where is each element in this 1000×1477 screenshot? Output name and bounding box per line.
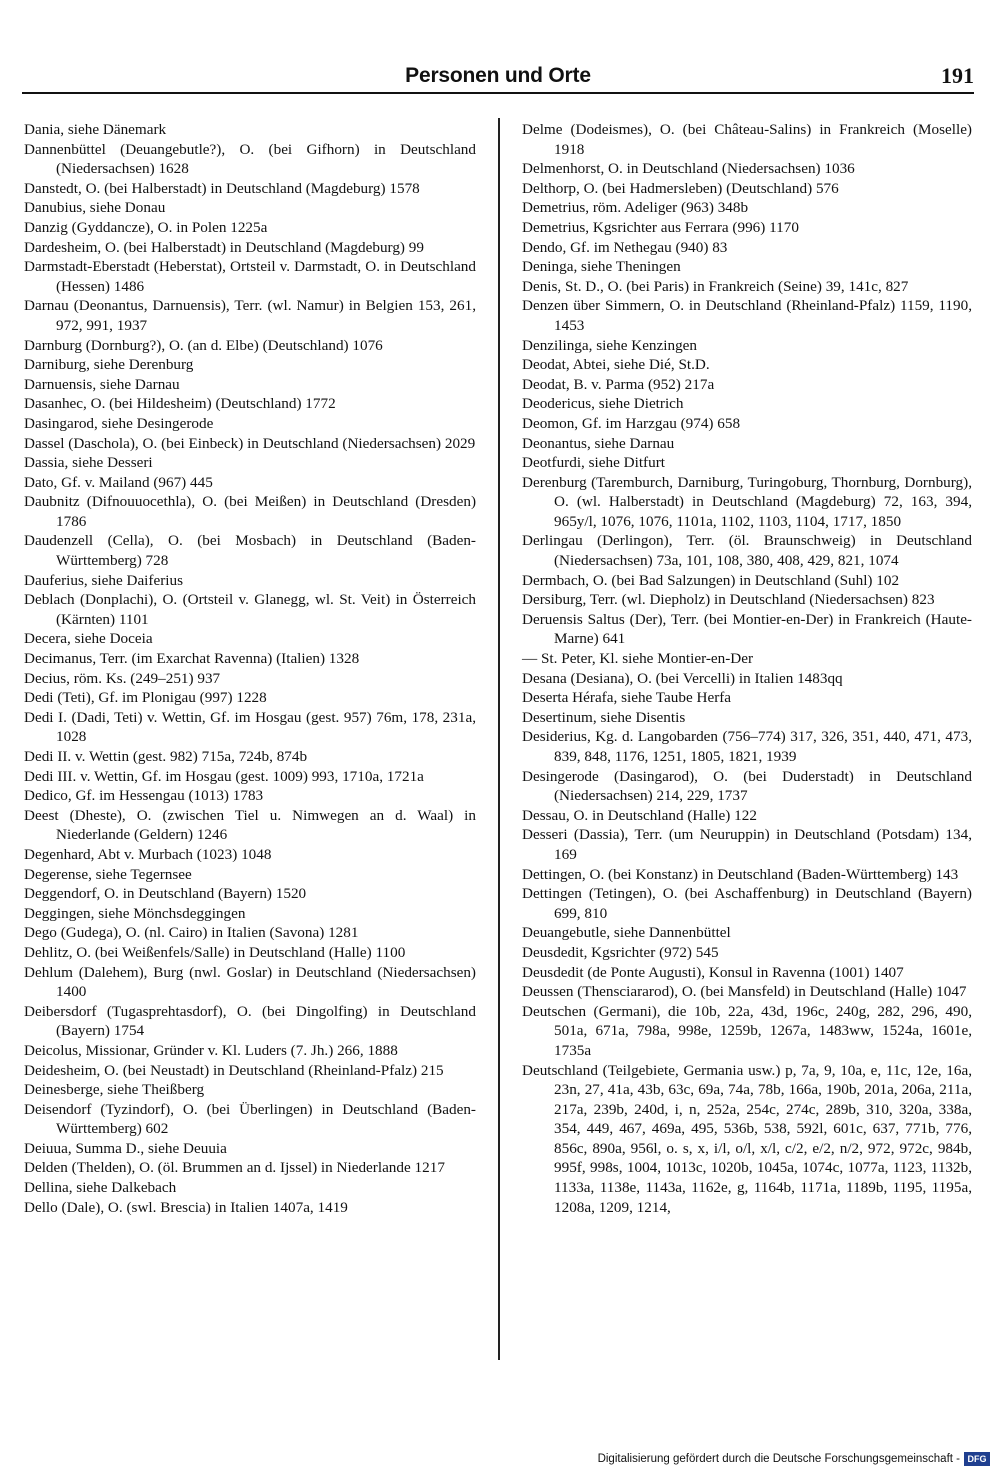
index-entry: Deinesberge, siehe Theißberg (24, 1081, 205, 1099)
index-entry: — St. Peter, Kl. siehe Montier-en-Der (522, 650, 754, 668)
index-entry: Dessau, O. in Deutschland (Halle) 122 (522, 806, 757, 824)
index-entry: Deusdedit, Kgsrichter (972) 545 (522, 943, 719, 961)
index-entry: Delme (Dodeismes), O. (bei Château-Salins) in Frankreich (Moselle) 1918 (522, 121, 972, 158)
dfg-logo: DFG (964, 1452, 990, 1466)
page-title: Personen und Orte (405, 64, 591, 87)
index-entry: Deibersdorf (Tugasprehtasdorf), O. (bei Dingolfing) in Deutschland (Bayern) 1754 (24, 1002, 476, 1040)
index-entry: Deuangebutle, siehe Dannenbüttel (522, 924, 731, 942)
index-entry: Deotfurdi, siehe Ditfurt (522, 454, 665, 472)
column-divider (498, 118, 500, 1360)
index-entry: Deicolus, Missionar, Gründer v. Kl. Luders (7. Jh.) 266, 1888 (24, 1041, 398, 1059)
index-entry: Delden (Thelden), O. (öl. Brummen an d. Ijssel) in Niederlande 1217 (24, 1159, 445, 1177)
index-entry: Dellina, siehe Dalkebach (24, 1179, 177, 1197)
index-entry: Dettingen, O. (bei Konstanz) in Deutschland (Baden-Württemberg) 143 (522, 865, 959, 883)
index-entry: Dettingen (Tetingen), O. (bei Aschaffenburg) in Deutschland (Bayern) 699, 810 (522, 885, 972, 922)
left-column (24, 120, 476, 1217)
index-entry: Delmenhorst, O. in Deutschland (Niedersachsen) 1036 (522, 160, 855, 178)
index-entry: Deodat, B. v. Parma (952) 217a (522, 375, 715, 393)
index-entry: Delthorp, O. (bei Hadmersleben) (Deutschland) 576 (522, 179, 839, 197)
index-entry: Daubnitz (Difnouuocethla), O. (bei Meißen) in Deutschland (Dresden) 1786 (24, 493, 476, 530)
index-entry: Darnuensis, siehe Darnau (24, 375, 180, 393)
running-head (22, 62, 974, 94)
index-entry: Dania, siehe Dänemark (24, 121, 167, 138)
index-entry: Deusdedit (de Ponte Augusti), Konsul in Ravenna (1001) 1407 (522, 963, 904, 981)
index-entry: Deodat, Abtei, siehe Dié, St.D. (522, 356, 710, 374)
index-entry: Dassel (Daschola), O. (bei Einbeck) in Deutschland (Niedersachsen) 2029 (24, 434, 476, 452)
index-entry: Dersiburg, Terr. (wl. Diepholz) in Deutschland (Niedersachsen) 823 (522, 591, 935, 609)
index-entry: Darniburg, siehe Derenburg (24, 356, 194, 374)
index-entry: Deisendorf (Tyzindorf), O. (bei Überlingen) in Deutschland (Baden-Württemberg) 602 (24, 1100, 476, 1138)
index-entry: Deggingen, siehe Mönchsdeggingen (24, 904, 246, 922)
index-entry: Deninga, siehe Theningen (522, 258, 681, 276)
index-entry: Dego (Gudega), O. (nl. Cairo) in Italien (Savona) 1281 (24, 924, 359, 942)
index-entry: Deiuua, Summa D., siehe Deuuia (24, 1139, 227, 1157)
index-entry: Dannenbüttel (Deuangebutle?), O. (bei Gifhorn) in Deutschland (Niedersachsen) 1628 (24, 140, 476, 178)
footer (598, 1452, 990, 1466)
index-entry: Dauferius, siehe Daiferius (24, 571, 183, 589)
index-entry: Darnau (Deonantus, Darnuensis), Terr. (wl. Namur) in Belgien 153, 261, 972, 991, 1937 (24, 297, 476, 334)
index-entry: Deonantus, siehe Darnau (522, 434, 675, 452)
index-entry: Deggendorf, O. in Deutschland (Bayern) 1520 (24, 885, 307, 903)
index-entry: Dasingarod, siehe Desingerode (24, 414, 214, 432)
index-entry: Dedi I. (Dadi, Teti) v. Wettin, Gf. im Hosgau (gest. 957) 76m, 178, 231a, 1028 (24, 708, 476, 746)
index-entry: Deest (Dheste), O. (zwischen Tiel u. Nimwegen an d. Waal) in Niederlande (Geldern) 1246 (24, 806, 476, 844)
index-entry: Desana (Desiana), O. (bei Vercelli) in Italien 1483qq (522, 669, 843, 687)
index-entry: Denzen über Simmern, O. in Deutschland (Rheinland-Pfalz) 1159, 1190, 1453 (522, 297, 972, 334)
index-entry: Deidesheim, O. (bei Neustadt) in Deutschland (Rheinland-Pfalz) 215 (24, 1061, 444, 1079)
index-entry: Dehlum (Dalehem), Burg (nwl. Goslar) in Deutschland (Niedersachsen) 1400 (24, 963, 476, 1001)
index-entry: Dassia, siehe Desseri (24, 454, 153, 472)
right-column (522, 120, 972, 1217)
index-entry: Derlingau (Derlingon), Terr. (öl. Braunschweig) in Deutschland (Niedersachsen) 73a, 101, 108, 380, 408, 429, 821, 1074 (522, 532, 972, 570)
index-entry: Deserta Hérafa, siehe Taube Herfa (522, 689, 732, 707)
index-entry: Dedi II. v. Wettin (gest. 982) 715a, 724b, 874b (24, 748, 308, 765)
index-entry: Derenburg (Taremburch, Darniburg, Turingoburg, Thornburg, Dornburg), O. (wl. Halberstadt) in Deutschland (Magdeburg) 72, 163, 394, 965y/l, 1076, 1076, 1101a, 1102, 1103, 1104, 1717, 1850 (522, 473, 972, 530)
index-entry: Deutschland (Teilgebiete, Germania usw.) p, 7a, 9, 10a, e, 11c, 12e, 16a, 23n, 27, 41a, 43b, 63c, 69a, 74a, 78b, 166a, 190b, 201a, 206a, 211a, 217a, 239b, 240d, i, n, 252a, 254c, 274c, 289b, 310, 320a, 338a, 354, 449, 467, 469a, 495, 536b, 538, 592l, 601c, 637, 771b, 776, 856c, 890a, 956l, o. s, x, i/l, o/l, x/l, c/2, e/2, n/2, 972, 972c, 984b, 995f, 998s, 1004, 1013c, 1020b, 1045a, 1074c, 1077a, 1123, 1132b, 1133a, 1138e, 1143a, 1162e, g, 1164b, 1171a, 1189b, 1195, 1195a, 1208a, 1209, 1214, (522, 1061, 972, 1216)
index-entry: Deutschen (Germani), die 10b, 22a, 43d, 196c, 240g, 282, 296, 490, 501a, 671a, 798a, 998e, 1259b, 1267a, 1483ww, 1524a, 1601e, 1735a (522, 1002, 972, 1059)
index-entry: Dermbach, O. (bei Bad Salzungen) in Deutschland (Suhl) 102 (522, 571, 900, 589)
index-entry: Dehlitz, O. (bei Weißenfels/Salle) in Deutschland (Halle) 1100 (24, 943, 406, 961)
index-entry: Desertinum, siehe Disentis (522, 708, 686, 726)
index-entry: Denzilinga, siehe Kenzingen (522, 336, 698, 354)
index-entry: Dello (Dale), O. (swl. Brescia) in Italien 1407a, 1419 (24, 1198, 348, 1216)
index-entry: Danubius, siehe Donau (24, 199, 166, 217)
index-entry: Decius, röm. Ks. (249–251) 937 (24, 669, 221, 687)
index-entry: Denis, St. D., O. (bei Paris) in Frankreich (Seine) 39, 141c, 827 (522, 277, 909, 295)
index-entry: Danstedt, O. (bei Halberstadt) in Deutschland (Magdeburg) 1578 (24, 179, 420, 197)
index-entry: Degenhard, Abt v. Murbach (1023) 1048 (24, 845, 272, 863)
index-entry: Dato, Gf. v. Mailand (967) 445 (24, 473, 213, 491)
index-entry: Desingerode (Dasingarod), O. (bei Duderstadt) in Deutschland (Niedersachsen) 214, 229, 1737 (522, 767, 972, 805)
index-entry: Dendo, Gf. im Nethegau (940) 83 (522, 238, 728, 256)
index-entry: Desseri (Dassia), Terr. (um Neuruppin) in Deutschland (Potsdam) 134, 169 (522, 826, 972, 863)
index-entry: Deussen (Thensciararod), O. (bei Mansfeld) in Deutschland (Halle) 1047 (522, 983, 967, 1001)
index-entry: Degerense, siehe Tegernsee (24, 865, 192, 883)
page-number: 191 (941, 63, 974, 88)
index-entry: Danzig (Gyddancze), O. in Polen 1225a (24, 218, 268, 236)
index-entry: Dedico, Gf. im Hessengau (1013) 1783 (24, 787, 264, 805)
index-entry: Decera, siehe Doceia (24, 630, 153, 648)
footer-text: Digitalisierung gefördert durch die Deutsche Forschungsgemeinschaft - (597, 1453, 960, 1465)
index-entry: Demetrius, röm. Adeliger (963) 348b (522, 199, 749, 217)
index-entry: Darnburg (Dornburg?), O. (an d. Elbe) (Deutschland) 1076 (24, 336, 383, 354)
index-entry: Dedi (Teti), Gf. im Plonigau (997) 1228 (24, 689, 267, 707)
index-entry: Decimanus, Terr. (im Exarchat Ravenna) (Italien) 1328 (24, 650, 360, 668)
index-entry: Daudenzell (Cella), O. (bei Mosbach) in Deutschland (Baden-Württemberg) 728 (24, 532, 476, 570)
index-entry: Deodericus, siehe Dietrich (522, 395, 684, 413)
index-entry: Dasanhec, O. (bei Hildesheim) (Deutschland) 1772 (24, 395, 336, 413)
index-entry: Deruensis Saltus (Der), Terr. (bei Montier-en-Der) in Frankreich (Haute-Marne) 641 (522, 610, 972, 648)
index-entry: Demetrius, Kgsrichter aus Ferrara (996) 1170 (522, 218, 799, 236)
index-entry: Deomon, Gf. im Harzgau (974) 658 (522, 414, 741, 432)
index-entry: Deblach (Donplachi), O. (Ortsteil v. Glanegg, wl. St. Veit) in Österreich (Kärnten) 1101 (24, 591, 476, 628)
index-entry: Dedi III. v. Wettin, Gf. im Hosgau (gest. 1009) 993, 1710a, 1721a (24, 767, 424, 785)
index-entry: Darmstadt-Eberstadt (Heberstat), Ortsteil v. Darmstadt, O. in Deutschland (Hessen) 1486 (24, 258, 476, 295)
index-entry: Desiderius, Kg. d. Langobarden (756–774) 317, 326, 351, 440, 471, 473, 839, 848, 1176, 1251, 1805, 1821, 1939 (522, 728, 972, 765)
index-entry: Dardesheim, O. (bei Halberstadt) in Deutschland (Magdeburg) 99 (24, 238, 424, 256)
